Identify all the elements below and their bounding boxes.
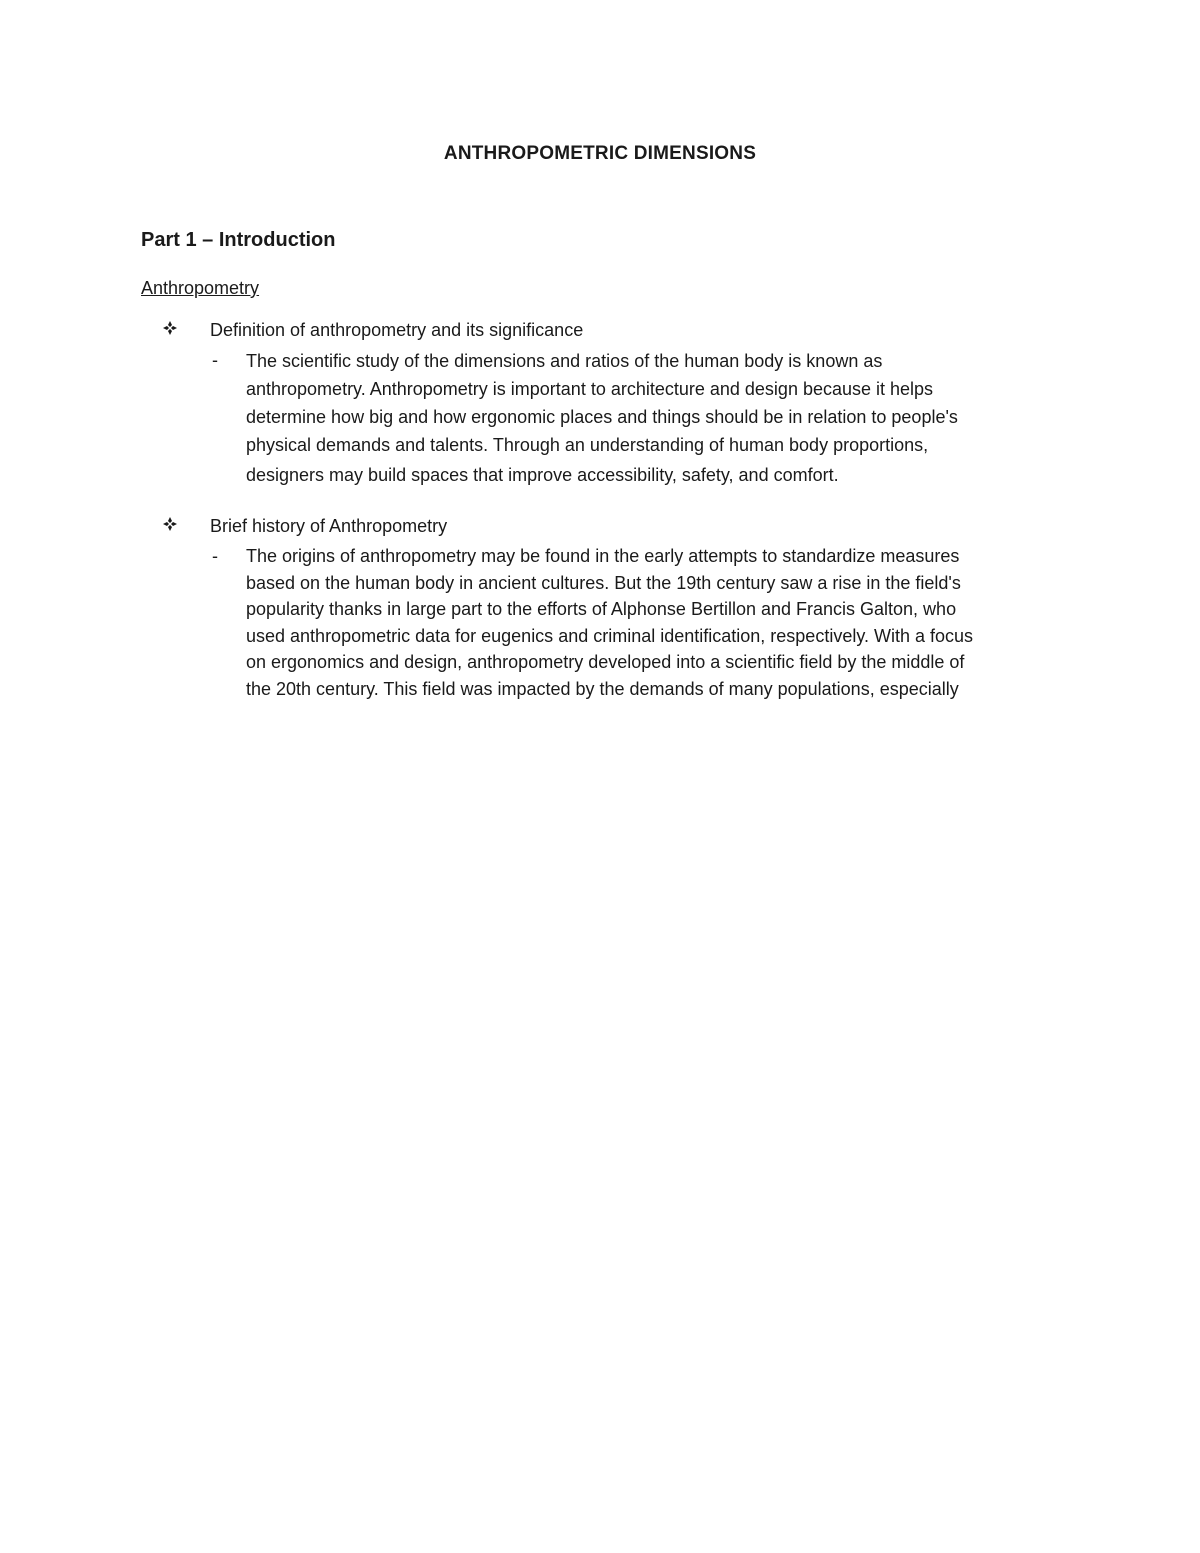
- paragraph-line: based on the human body in ancient cultures. But the 19th century saw a rise in the field's: [246, 572, 961, 593]
- paragraph-line: used anthropometric data for eugenics and criminal identification, respectively. With a focus: [246, 625, 974, 646]
- paragraph-line: anthropometry. Anthropometry is important to architecture and design because it helps: [246, 379, 934, 399]
- diamond-bullet-icon: [162, 516, 210, 537]
- bullet-item-definition: [162, 320, 583, 341]
- bullet-item-history: [162, 516, 447, 537]
- paragraph-line: physical demands and talents. Through an understanding of human body proportions,: [246, 435, 929, 455]
- diamond-bullet-icon: [162, 320, 210, 341]
- part-heading: Part 1 – Introduction: [141, 229, 336, 251]
- paragraph-line: The scientific study of the dimensions and ratios of the human body is known as: [246, 351, 883, 371]
- paragraph-line: on ergonomics and design, anthropometry developed into a scientific field by the middle of: [246, 652, 965, 672]
- paragraph-line: the 20th century. This field was impacted by the demands of many populations, especially: [246, 678, 959, 699]
- paragraph-history: [246, 543, 1061, 702]
- paragraph-line: popularity thanks in large part to the efforts of Alphonse Bertillon and Francis Galton, who: [246, 599, 957, 619]
- dash-marker: -: [212, 546, 218, 566]
- section-heading: Anthropometry: [141, 278, 260, 298]
- paragraph-line: designers may build spaces that improve accessibility, safety, and comfort.: [246, 465, 839, 485]
- paragraph-line: The origins of anthropometry may be found in the early attempts to standardize measures: [246, 546, 960, 566]
- paragraph-line: determine how big and how ergonomic places and things should be in relation to people's: [246, 407, 958, 427]
- document-title: ANTHROPOMETRIC DIMENSIONS: [443, 143, 757, 164]
- paragraph-definition: [246, 347, 1061, 489]
- bullet-heading: Brief history of Anthropometry: [210, 516, 448, 536]
- dash-marker: -: [212, 350, 218, 370]
- bullet-heading: Definition of anthropometry and its significance: [210, 320, 584, 340]
